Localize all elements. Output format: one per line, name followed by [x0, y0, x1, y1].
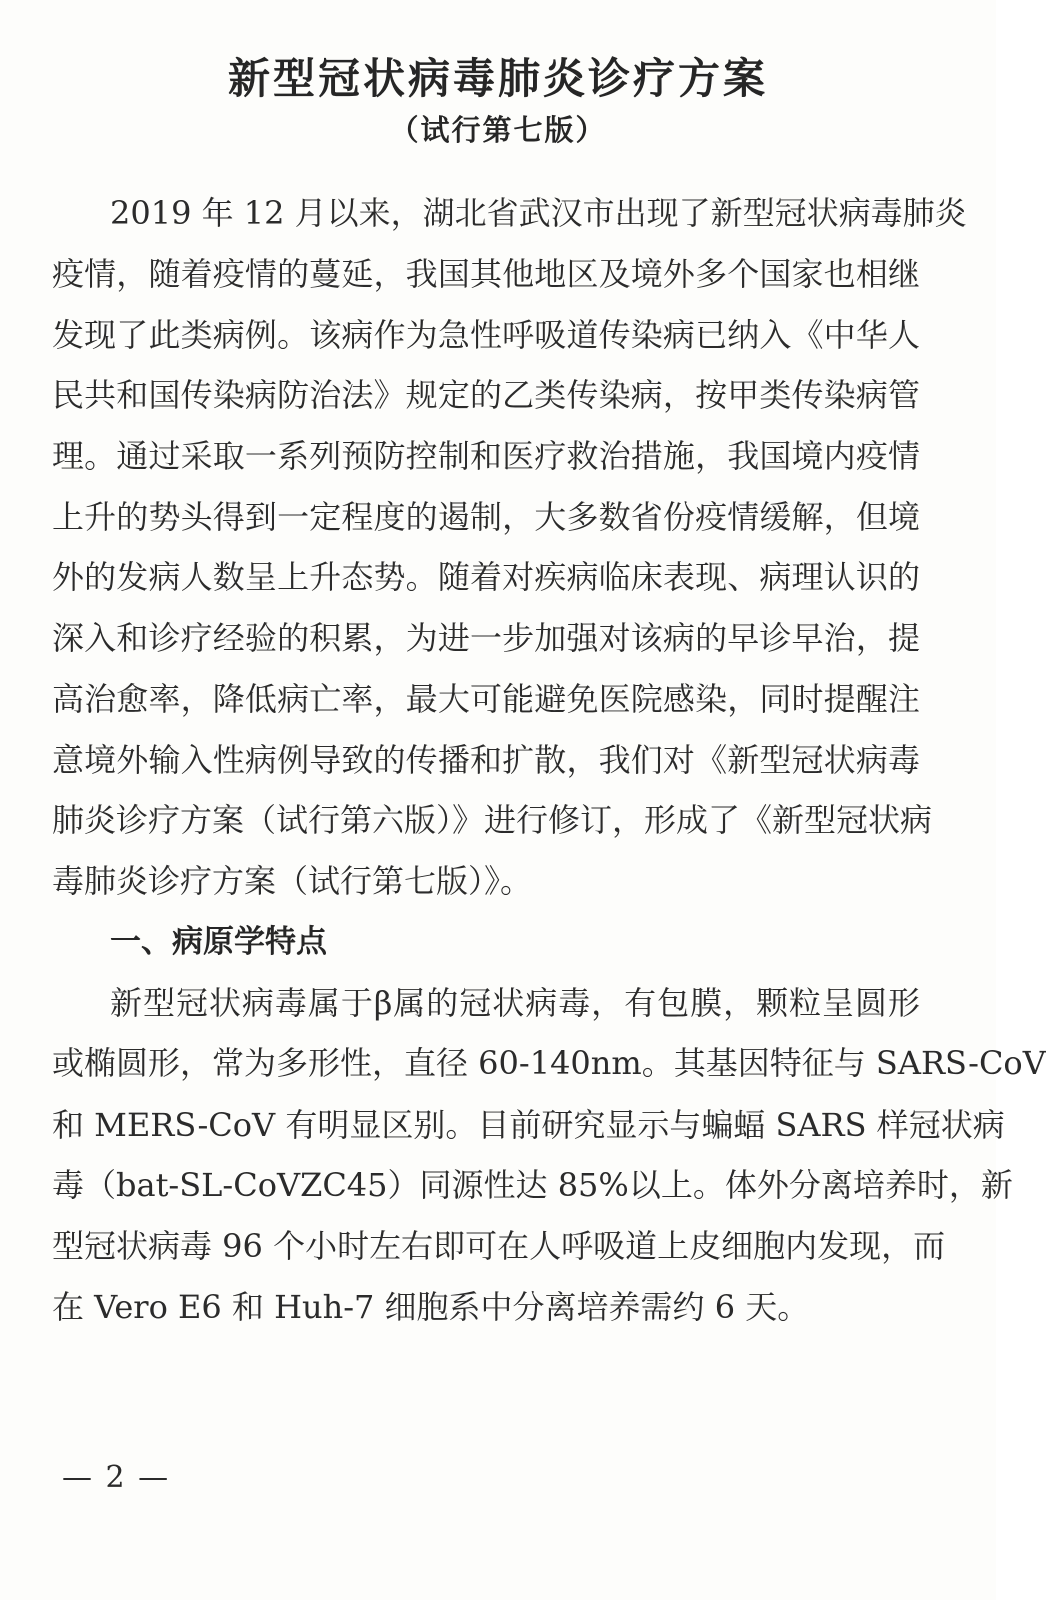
intro-line: 疫情，随着疫情的蔓延，我国其他地区及境外多个国家也相继 [52, 255, 920, 293]
document-title: 新型冠状病毒肺炎诊疗方案 [227, 54, 768, 103]
intro-line: 发现了此类病例。该病作为急性呼吸道传染病已纳入《中华人 [52, 316, 920, 354]
section-line: 新型冠状病毒属于β属的冠状病毒，有包膜，颗粒呈圆形 [110, 984, 920, 1022]
section-line: 和 MERS-CoV 有明显区别。目前研究显示与蝙蝠 SARS 样冠状病 [52, 1106, 1005, 1144]
section-line: 型冠状病毒 96 个小时左右即可在人呼吸道上皮细胞内发现，而 [52, 1227, 946, 1265]
section-line: 或椭圆形，常为多形性，直径 60-140nm。其基因特征与 SARS-CoV [52, 1044, 1046, 1082]
intro-line: 意境外输入性病例导致的传播和扩散，我们对《新型冠状病毒 [52, 741, 920, 779]
intro-line: 高治愈率，降低病亡率，最大可能避免医院感染，同时提醒注 [52, 680, 920, 718]
intro-line: 肺炎诊疗方案（试行第六版）》进行修订，形成了《新型冠状病 [52, 801, 933, 839]
intro-line: 外的发病人数呈上升态势。随着对疾病临床表现、病理认识的 [52, 558, 920, 596]
intro-line: 理。通过采取一系列预防控制和医疗救治措施，我国境内疫情 [52, 437, 920, 475]
page-number: — 2 — [62, 1460, 171, 1495]
intro-line: 2019 年 12 月以来，湖北省武汉市出现了新型冠状病毒肺炎 [110, 194, 967, 232]
section-heading: 一、病原学特点 [110, 924, 327, 960]
section-line: 毒（bat-SL-CoVZC45）同源性达 85%以上。体外分离培养时，新 [52, 1166, 1013, 1204]
section-line: 在 Vero E6 和 Huh-7 细胞系中分离培养需约 6 天。 [52, 1288, 810, 1326]
intro-line: 民共和国传染病防治法》规定的乙类传染病，按甲类传染病管 [52, 376, 920, 414]
document-subtitle: （试行第七版） [389, 113, 607, 147]
intro-line: 上升的势头得到一定程度的遏制，大多数省份疫情缓解，但境 [52, 498, 920, 536]
intro-line: 深入和诊疗经验的积累，为进一步加强对该病的早诊早治，提 [52, 619, 920, 657]
intro-line: 毒肺炎诊疗方案（试行第七版）》。 [52, 862, 533, 900]
